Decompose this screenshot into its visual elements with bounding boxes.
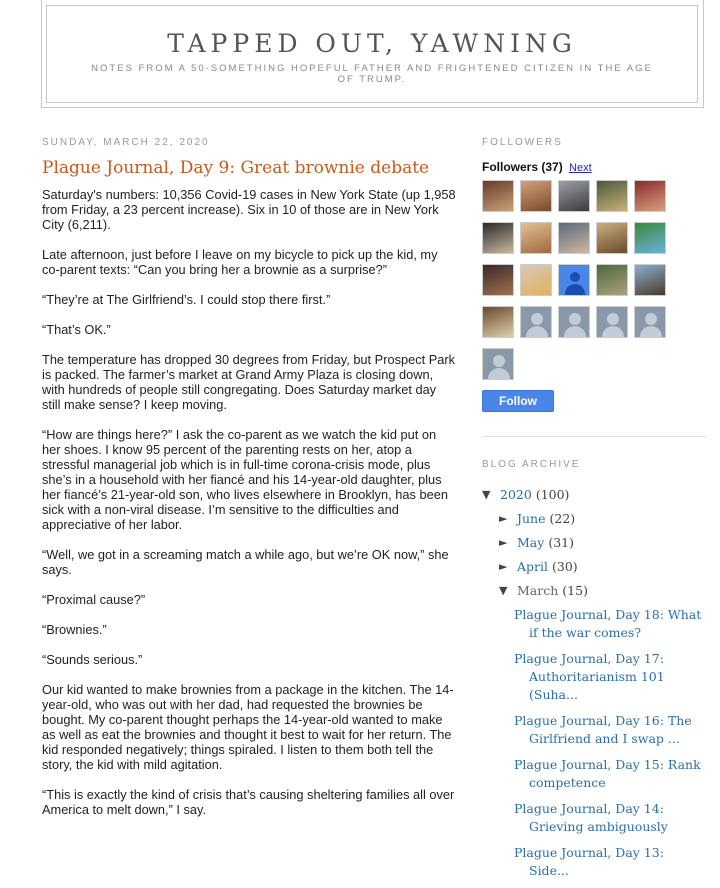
archive-month-april[interactable] bbox=[482, 554, 707, 578]
post-paragraph: “Sounds serious.” bbox=[42, 652, 143, 667]
post-paragraph: Our kid wanted to make brownies from a package in the kitchen. The 14-year-old, who was out with her dad, had requested the brownies be bought. My co-parent thought perhaps the 14-year-old wanted to make as well as eat the brownies and thought it best to wait for her return. The kid responded negatively; things spiraled. I listen to them both tell the story, the kid with mild agitation. bbox=[42, 682, 454, 772]
post-paragraph: “This is exactly the kind of crisis that’s causing sheltering families all over America to melt down,” I say. bbox=[42, 787, 455, 817]
follower-avatar[interactable] bbox=[482, 264, 514, 296]
expand-right-icon[interactable]: ► bbox=[499, 559, 508, 573]
expand-right-icon[interactable]: ► bbox=[499, 511, 508, 525]
post-title[interactable]: Plague Journal, Day 9: Great brownie debate bbox=[42, 158, 430, 178]
follow-button[interactable]: Follow bbox=[482, 390, 554, 412]
follower-avatar[interactable] bbox=[634, 180, 666, 212]
default-avatar-icon[interactable] bbox=[634, 306, 666, 338]
follower-avatar[interactable] bbox=[482, 222, 514, 254]
post-paragraph: “They’re at The Girlfriend’s. I could stop there first.” bbox=[42, 292, 331, 307]
header-inner-border bbox=[46, 5, 698, 103]
follower-avatar[interactable] bbox=[520, 180, 552, 212]
post-date: SUNDAY, MARCH 22, 2020 bbox=[42, 137, 210, 148]
follower-avatar[interactable] bbox=[596, 222, 628, 254]
follower-avatar[interactable] bbox=[482, 180, 514, 212]
archive-year-2020[interactable] bbox=[482, 482, 707, 506]
archive-post-link[interactable]: Plague Journal, Day 17: Authoritarianism 101 (Suha... bbox=[514, 651, 665, 702]
post-body bbox=[42, 187, 457, 817]
expand-right-icon[interactable]: ► bbox=[499, 535, 508, 549]
archive-month-link[interactable]: May bbox=[517, 534, 545, 550]
archive-heading: BLOG ARCHIVE bbox=[482, 459, 581, 470]
sidebar-divider bbox=[482, 436, 707, 437]
post-paragraph: Saturday's numbers: 10,356 Covid-19 cases in New York State (up 1,958 from Friday, a 23 percent increase). Six in 10 of those are in New York City (6,211). bbox=[42, 187, 456, 232]
archive-month-count: (31) bbox=[548, 534, 574, 550]
archive-month-june[interactable] bbox=[482, 506, 707, 530]
post-paragraph: “That’s OK.” bbox=[42, 322, 111, 337]
archive-month-link[interactable]: June bbox=[517, 510, 546, 526]
default-avatar-icon[interactable] bbox=[520, 306, 552, 338]
blog-description: NOTES FROM A 50-SOMETHING HOPEFUL FATHER AND FRIGHTENED CITIZEN IN THE AGE OF TRUMP. bbox=[91, 63, 653, 85]
archive-post-link[interactable]: Plague Journal, Day 16: The Girlfriend and I swap ... bbox=[514, 713, 692, 746]
expand-down-icon[interactable]: ▼ bbox=[499, 583, 508, 597]
default-avatar-icon[interactable] bbox=[482, 348, 514, 380]
archive-month-may[interactable] bbox=[482, 530, 707, 554]
post-paragraph: “How are things here?” I ask the co-parent as we watch the kid put on her shoes. I know 95 percent of the parenting rests on her, atop a stressful managerial job which is in full-time corona-crisis mode, plus she’s in a household with her fiancé and his 14-year-old daughter, plus her fiancé’s 21-year-old son, who lives elsewhere in Brooklyn, has been sick with a non-viral disease. I’m sensitive to the difficulties and appreciative of her labor. bbox=[42, 427, 448, 532]
follower-avatar[interactable] bbox=[482, 306, 514, 338]
follower-avatar[interactable] bbox=[520, 264, 552, 296]
archive-months bbox=[482, 506, 707, 602]
archive-month-link[interactable]: April bbox=[517, 558, 548, 574]
sidebar bbox=[482, 137, 707, 888]
archive-month-count: (30) bbox=[552, 558, 578, 574]
archive-post-link[interactable]: Plague Journal, Day 14: Grieving ambiguously bbox=[514, 801, 668, 834]
main-column bbox=[42, 137, 457, 832]
blog-title[interactable]: TAPPED OUT, YAWNING bbox=[167, 29, 577, 58]
archive-month-march[interactable] bbox=[482, 578, 707, 602]
default-avatar-icon[interactable] bbox=[596, 306, 628, 338]
archive-month-count: (22) bbox=[549, 510, 576, 526]
followers-heading: FOLLOWERS bbox=[482, 137, 563, 148]
follower-avatar[interactable] bbox=[634, 222, 666, 254]
post-paragraph: The temperature has dropped 30 degrees from Friday, but Prospect Park is packed. The farmer’s market at Grand Army Plaza is closing down, with hundreds of people still congregating. Does Saturday market day still make sense? I keep moving. bbox=[42, 352, 456, 412]
header-outer-border bbox=[41, 0, 704, 108]
default-avatar-icon[interactable] bbox=[558, 306, 590, 338]
follower-avatar[interactable] bbox=[634, 264, 666, 296]
archive-month-count: (15) bbox=[562, 582, 588, 598]
followers-label: Followers (37) bbox=[482, 160, 563, 174]
archive-year-count: (100) bbox=[535, 486, 570, 502]
post-paragraph: “Proximal cause?” bbox=[42, 592, 146, 607]
post-paragraph: “Brownies.” bbox=[42, 622, 107, 637]
followers-grid bbox=[482, 180, 707, 380]
archive-post-link[interactable]: Plague Journal, Day 13: Side... bbox=[514, 845, 664, 878]
expand-down-icon[interactable]: ▼ bbox=[482, 487, 491, 501]
followers-count bbox=[482, 160, 707, 174]
follower-avatar[interactable] bbox=[520, 222, 552, 254]
archive-month-link[interactable]: March bbox=[517, 582, 559, 598]
followers-next-link[interactable]: Next bbox=[569, 162, 592, 174]
archive-post-link[interactable]: Plague Journal, Day 15: Rank competence bbox=[514, 757, 701, 790]
follower-avatar[interactable] bbox=[596, 264, 628, 296]
archive-posts bbox=[482, 606, 707, 880]
follower-avatar[interactable] bbox=[558, 222, 590, 254]
follower-avatar[interactable] bbox=[558, 180, 590, 212]
blog-archive bbox=[482, 482, 707, 880]
follower-avatar[interactable] bbox=[596, 180, 628, 212]
default-avatar-icon[interactable] bbox=[558, 264, 590, 296]
archive-post-link[interactable]: Plague Journal, Day 18: What if the war comes? bbox=[514, 607, 702, 640]
post-paragraph: Late afternoon, just before I leave on my bicycle to pick up the kid, my co-parent texts: “Can you bring her a brownie as a surprise?” bbox=[42, 247, 438, 277]
archive-year-link[interactable]: 2020 bbox=[500, 486, 532, 502]
post-paragraph: “Well, we got in a screaming match a while ago, but we’re OK now,” she says. bbox=[42, 547, 449, 577]
